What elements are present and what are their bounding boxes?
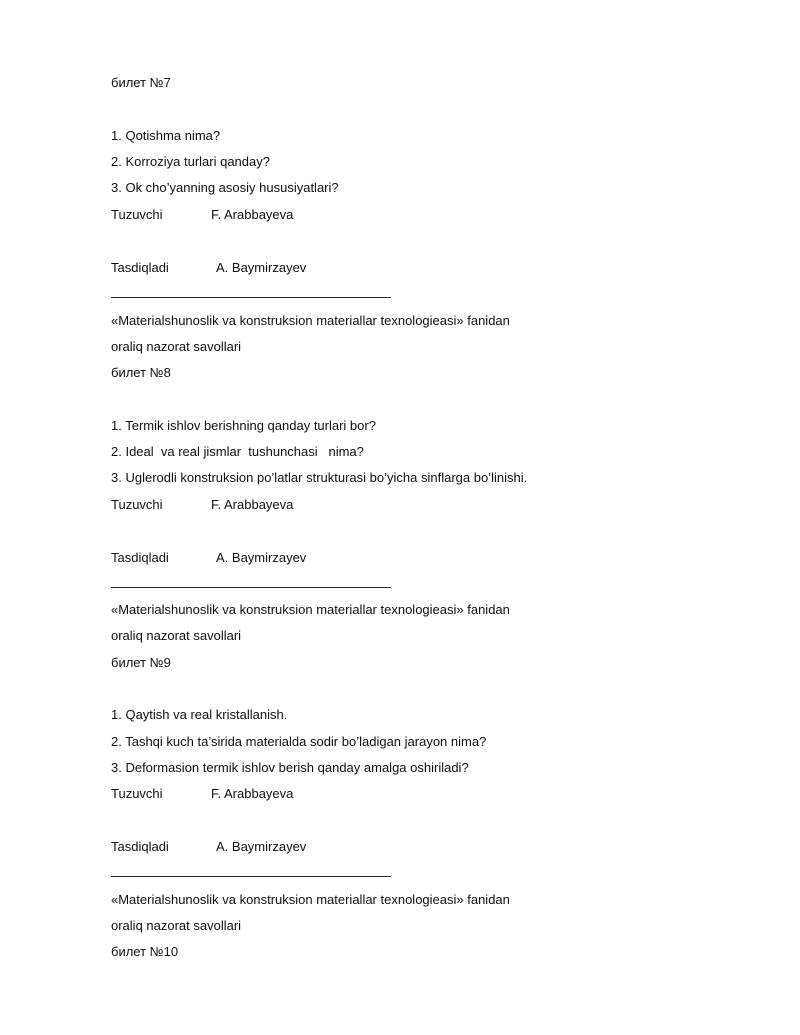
question-2: 2. Tashqi kuch ta’sirida materialda sodir bo’ladigan jarayon nima? xyxy=(111,734,487,749)
separator-line xyxy=(111,297,391,298)
approver-name: A. Baymirzayev xyxy=(216,550,307,565)
compiler-label: Tuzuvchi xyxy=(111,207,163,222)
compiler-label: Tuzuvchi xyxy=(111,786,163,801)
compiler-name: F. Arabbayeva xyxy=(211,497,294,512)
question-1: 1. Qaytish va real kristallanish. xyxy=(111,707,288,722)
question-2: 2. Ideal va real jismlar tushunchasi nima? xyxy=(111,444,364,459)
course-subheader: oraliq nazorat savollari xyxy=(111,339,242,354)
compiler-name: F. Arabbayeva xyxy=(211,207,294,222)
ticket-title: билет №8 xyxy=(111,365,171,380)
separator-line xyxy=(111,876,391,877)
course-header: «Materialshunoslik va konstruksion materiallar texnologieasi» fanidan xyxy=(111,313,510,328)
compiler-name: F. Arabbayeva xyxy=(211,786,294,801)
question-3: 3. Deformasion termik ishlov berish qanday amalga oshiriladi? xyxy=(111,760,469,775)
question-1: 1. Qotishma nima? xyxy=(111,128,221,143)
course-subheader: oraliq nazorat savollari xyxy=(111,628,242,643)
question-3: 3. Ok cho’yanning asosiy hususiyatlari? xyxy=(111,180,339,195)
approver-label: Tasdiqladi xyxy=(111,839,169,854)
question-1: 1. Termik ishlov berishning qanday turlari bor? xyxy=(111,418,376,433)
course-header: «Materialshunoslik va konstruksion materiallar texnologieasi» fanidan xyxy=(111,602,510,617)
approver-name: A. Baymirzayev xyxy=(216,839,307,854)
compiler-label: Tuzuvchi xyxy=(111,497,163,512)
question-2: 2. Korroziya turlari qanday? xyxy=(111,154,270,169)
approver-name: A. Baymirzayev xyxy=(216,260,307,275)
ticket-title: билет №9 xyxy=(111,655,171,670)
ticket-title: билет №10 xyxy=(111,944,179,959)
course-header: «Materialshunoslik va konstruksion materiallar texnologieasi» fanidan xyxy=(111,892,510,907)
approver-label: Tasdiqladi xyxy=(111,550,169,565)
course-subheader: oraliq nazorat savollari xyxy=(111,918,242,933)
approver-label: Tasdiqladi xyxy=(111,260,169,275)
separator-line xyxy=(111,587,391,588)
ticket-title: билет №7 xyxy=(111,75,171,90)
question-3: 3. Uglerodli konstruksion po’latlar strukturasi bo’yicha sinflarga bo’linishi. xyxy=(111,470,528,485)
